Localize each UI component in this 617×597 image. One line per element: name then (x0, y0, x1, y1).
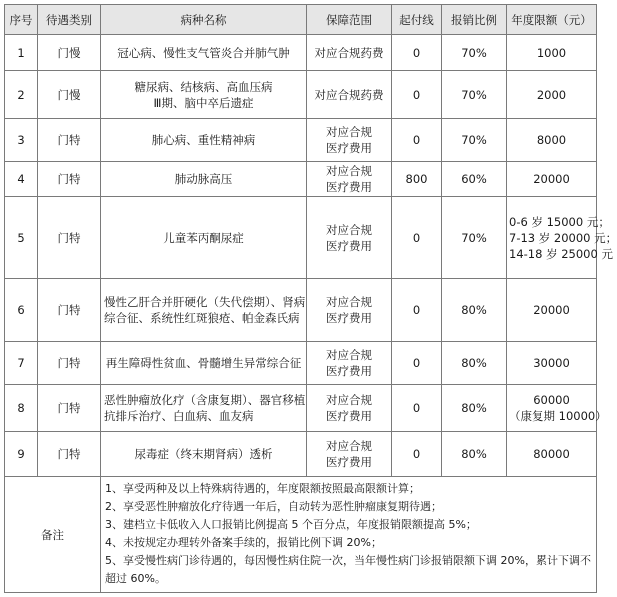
coverage-scope-line: 对应合规 (326, 348, 372, 362)
annual-limit (507, 35, 597, 71)
treatment-type: 门特 (38, 119, 101, 162)
annual-limit (507, 162, 597, 197)
reimbursement-table (4, 4, 617, 593)
coverage-scope-line: 医疗费用 (326, 180, 372, 194)
coverage-scope-line: 对应合规 (326, 222, 372, 237)
annual-limit-line: 1000 (536, 45, 567, 60)
notes-label: 备注 (5, 477, 101, 593)
coverage-scope (307, 71, 392, 119)
reimbursement-ratio: 70% (442, 197, 507, 279)
deductible: 0 (392, 385, 442, 432)
coverage-scope-line: 医疗费用 (326, 409, 372, 423)
disease-name-line: 冠心病、慢性支气管炎合并肺气肿 (117, 45, 290, 60)
disease-name-line: 肺动脉高压 (174, 172, 233, 186)
row-number: 2 (5, 71, 38, 119)
deductible: 0 (392, 71, 442, 119)
row-number: 7 (5, 342, 38, 385)
table-row (5, 197, 597, 279)
treatment-type: 门特 (38, 385, 101, 432)
reimbursement-ratio: 60% (442, 162, 507, 197)
deductible: 800 (392, 162, 442, 197)
table-row (5, 71, 597, 119)
disease-name-line: 慢性乙肝合并肝硬化（失代偿期）、肾病 (104, 295, 306, 309)
annual-limit (507, 342, 597, 385)
reimbursement-ratio: 70% (442, 35, 507, 71)
annual-limit (507, 119, 597, 162)
header-cell-no: 序号 (5, 5, 38, 35)
coverage-scope-line: 医疗费用 (326, 141, 372, 155)
deductible: 0 (392, 197, 442, 279)
disease-name (101, 35, 307, 71)
coverage-scope (307, 279, 392, 342)
header-cell-type: 待遇类别 (38, 5, 101, 35)
row-number: 1 (5, 35, 38, 71)
reimbursement-ratio: 70% (442, 119, 507, 162)
disease-name (101, 162, 307, 197)
annual-limit (507, 71, 597, 119)
annual-limit (507, 197, 617, 279)
treatment-type: 门特 (38, 162, 101, 197)
disease-name (101, 197, 307, 279)
coverage-scope-line: 对应合规药费 (314, 45, 384, 60)
treatment-type: 门特 (38, 342, 101, 385)
annual-limit (507, 385, 607, 432)
row-number: 8 (5, 385, 38, 432)
row-number: 3 (5, 119, 38, 162)
disease-name-line: 恶性肿瘤放化疗（含康复期）、器官移植 (104, 393, 306, 407)
disease-name-line: 儿童苯丙酮尿症 (163, 230, 244, 245)
header-cell-ratio: 报销比例 (442, 5, 507, 35)
deductible: 0 (392, 279, 442, 342)
coverage-scope-line: 对应合规 (326, 295, 372, 309)
disease-name (101, 342, 307, 385)
coverage-scope (307, 432, 392, 477)
annual-limit-line: 2000 (536, 87, 567, 102)
treatment-type: 门特 (38, 279, 101, 342)
treatment-type: 门特 (38, 197, 101, 279)
treatment-type: 门慢 (38, 71, 101, 119)
header-cell-scope: 保障范围 (307, 5, 392, 35)
annual-limit-line: 20000 (533, 303, 570, 317)
table-row (5, 279, 597, 342)
reimbursement-ratio: 80% (442, 342, 507, 385)
notes-content (101, 477, 597, 593)
annual-limit-line: 80000 (533, 447, 570, 461)
annual-limit-line: 14-18 岁 25000 元 (509, 246, 613, 261)
disease-name-line: 尿毒症（终末期肾病）透析 (134, 447, 273, 461)
disease-name (101, 385, 307, 432)
reimbursement-ratio: 80% (442, 432, 507, 477)
table-row (5, 119, 597, 162)
annual-limit-line: 7-13 岁 20000 元； (509, 230, 617, 245)
row-number: 5 (5, 197, 38, 279)
note-item: 4、未按规定办理转外备案手续的，报销比例下调 20%； (105, 536, 382, 549)
header-cell-limit: 年度限额（元） (507, 5, 597, 35)
row-number: 9 (5, 432, 38, 477)
note-item: 2、享受恶性肿瘤放化疗待遇一年后，自动转为恶性肿瘤康复期待遇； (105, 500, 442, 513)
header-row (5, 5, 597, 35)
coverage-scope-line: 对应合规 (326, 164, 372, 178)
coverage-scope-line: 医疗费用 (326, 455, 372, 469)
coverage-scope-line: 医疗费用 (326, 311, 372, 325)
coverage-scope-line: 对应合规 (326, 393, 372, 407)
disease-name-line: Ⅲ期、脑中卒后遗症 (153, 95, 254, 110)
treatment-type: 门慢 (38, 35, 101, 71)
disease-name-line: 再生障碍性贫血、骨髓增生异常综合征 (105, 356, 302, 370)
reimbursement-ratio: 70% (442, 71, 507, 119)
row-number: 4 (5, 162, 38, 197)
deductible: 0 (392, 432, 442, 477)
coverage-scope-line: 对应合规 (326, 439, 372, 453)
notes-row (5, 477, 597, 593)
disease-name-line: 肺心病、重性精神病 (151, 133, 256, 147)
header-cell-disease: 病种名称 (101, 5, 307, 35)
note-item: 5、享受慢性病门诊待遇的，每因慢性病住院一次，当年慢性病门诊报销限额下调 20%，累计下调不超过 60%。 (105, 554, 591, 585)
deductible: 0 (392, 342, 442, 385)
annual-limit (507, 279, 597, 342)
coverage-scope (307, 119, 392, 162)
coverage-scope (307, 197, 392, 279)
table-row (5, 385, 597, 432)
coverage-scope (307, 385, 392, 432)
table-row (5, 342, 597, 385)
disease-name (101, 71, 307, 119)
annual-limit-line: 8000 (536, 133, 567, 147)
annual-limit-line: 30000 (533, 356, 570, 370)
disease-name (101, 119, 307, 162)
disease-name (101, 432, 307, 477)
coverage-scope (307, 35, 392, 71)
annual-limit-line: 0-6 岁 15000 元； (509, 214, 610, 229)
note-item: 3、建档立卡低收入人口报销比例提高 5 个百分点，年度报销限额提高 5%； (105, 518, 477, 531)
annual-limit-line: 60000 (533, 393, 570, 407)
note-item: 1、享受两种及以上特殊病待遇的，年度限额按照最高限额计算； (105, 482, 420, 495)
disease-name-line: 综合征、系统性红斑狼疮、帕金森氏病 (104, 311, 300, 325)
coverage-scope-line: 医疗费用 (326, 364, 372, 378)
coverage-scope-line: 对应合规 (326, 125, 372, 139)
annual-limit-line: （康复期 10000） (509, 409, 607, 423)
disease-name-line: 抗排斥治疗、白血病、血友病 (104, 409, 254, 423)
coverage-scope (307, 342, 392, 385)
treatment-type: 门特 (38, 432, 101, 477)
disease-name (101, 279, 307, 342)
annual-limit-line: 20000 (533, 172, 570, 186)
table-row (5, 432, 597, 477)
table-row (5, 162, 597, 197)
reimbursement-ratio: 80% (442, 279, 507, 342)
deductible: 0 (392, 119, 442, 162)
coverage-scope (307, 162, 392, 197)
deductible: 0 (392, 35, 442, 71)
row-number: 6 (5, 279, 38, 342)
header-cell-deductible: 起付线 (392, 5, 442, 35)
annual-limit (507, 432, 597, 477)
table-row (5, 35, 597, 71)
disease-name-line: 糖尿病、结核病、高血压病 (134, 79, 273, 94)
reimbursement-ratio: 80% (442, 385, 507, 432)
coverage-scope-line: 医疗费用 (326, 238, 372, 253)
coverage-scope-line: 对应合规药费 (314, 87, 384, 102)
